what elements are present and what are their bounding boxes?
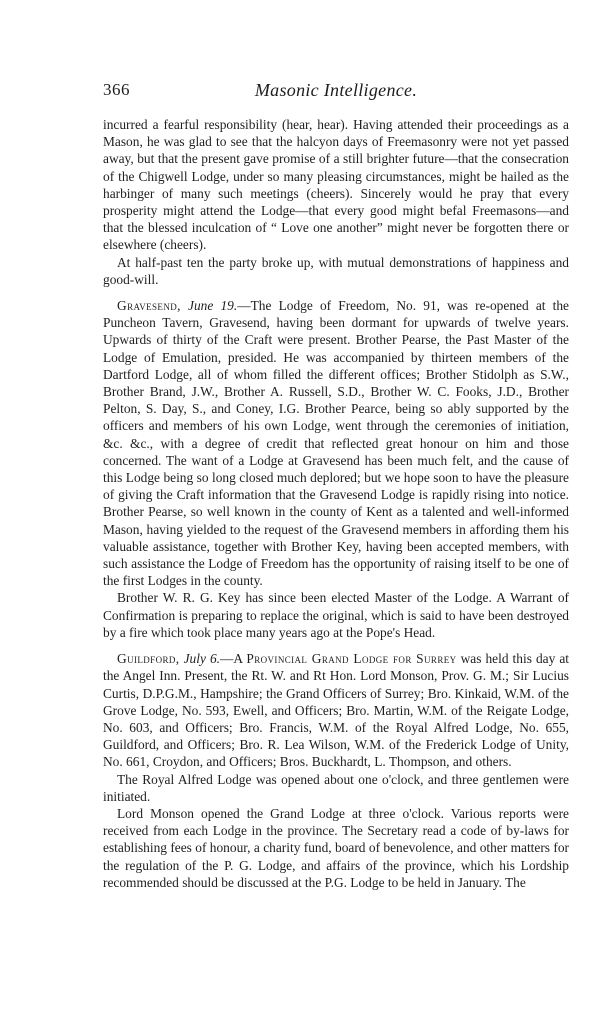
date-heading: June 19. (188, 298, 238, 314)
paragraph-party-broke-up (103, 254, 569, 288)
paragraph-text: was held this day at the Angel Inn. Present, the Rt. W. and Rt Hon. Lord Monson, Prov. G. M.; Sir Lucius Curtis, D.P.G.M., Hampshire; the Grand Officers of Surrey; Bro. Kinkaid, W.M. of the Grove Lodge, No. 593, Ewell, and Officers; Bro. Martin, W.M. of the Reigate Lodge, No. 603, and Officers; Bro. Francis, W.M. of the Royal Alfred Lodge, No. 655, Guildford, and Officers; Bro. R. Lea Wilson, W.M. of the Frederick Lodge of Unity, No. 661, Croydon, and Officers; Bros. Buckhardt, L. Thompson, and others. (103, 651, 570, 770)
paragraph-text: incurred a fearful responsibility (hear, hear). Having attended their proceedings as a Mason, he was glad to see that the halcyon days of Freemasonry were not yet passed away, but that the present gave promise of a still brighter future—that the consecration of the Chigwell Lodge, under so many pleasing circumstances, might be hailed as the harbinger of many such meetings (cheers). Sincerely would he pray that every prosperity might attend the Lodge—that every good might befal Freemasons—and that the blessed inculcation of “ Love one another” might never be forgotten there or elsewhere (cheers). (103, 117, 569, 253)
date-heading: July 6. (183, 651, 220, 667)
book-page (103, 80, 569, 891)
paragraph-chigwell-speech (103, 116, 569, 254)
paragraph-text: The Royal Alfred Lodge was opened about one o'clock, and three gentlemen were initiated. (103, 771, 569, 804)
place-heading: Gravesend, (117, 298, 181, 314)
paragraph-text: At half-past ten the party broke up, with mutual demonstrations of happiness and good-will. (103, 254, 569, 287)
paragraph-gravesend (103, 297, 569, 589)
page-number: 366 (103, 80, 130, 99)
running-title: Masonic Intelligence. (254, 80, 418, 100)
paragraph-text: Brother W. R. G. Key has since been elected Master of the Lodge. A Warrant of Confirmation is preparing to replace the original, which is said to have been destroyed by a fire which took place many years ago at the Pope's Head. (103, 590, 569, 640)
paragraph-royal-alfred (103, 771, 569, 805)
paragraph-key-elected (103, 589, 569, 641)
running-head (103, 80, 569, 106)
paragraph-text: Lord Monson opened the Grand Lodge at three o'clock. Various reports were received from each Lodge in the province. The Secretary read a code of by-laws for establishing fees of honour, a charity fund, board of benevolence, and other matters for the regulation of the P. G. Lodge, and affairs of the province, which his Lordship recommended should be discussed at the P.G. Lodge to be held in January. The (103, 805, 569, 890)
paragraph-guildford (103, 650, 569, 770)
place-heading: Guildford, (117, 651, 180, 667)
paragraph-text: —The Lodge of Freedom, No. 91, was re-opened at the Puncheon Tavern, Gravesend, having been dormant for upwards of twelve years. Upwards of thirty of the Craft were present. Brother Pearse, the Past Master of the Lodge of Emulation, presided. He was accompanied by thirteen members of the Dartford Lodge, all of whom filled the different offices; Brother Stidolph as S.W., Brother Brand, J.W., Brother A. Russell, S.D., Brother W. C. Fooks, J.D., Brother Pelton, S. Day, S., and Coney, I.G. Brother Pearce, being so ably supported by the officers and members of his own Lodge, went through the ceremonies of initiation, &c. &c., with a degree of credit that reflected great honour on him and those concerned. The want of a Lodge at Gravesend has been much felt, and the cause of this Lodge being so long closed much deplored; but we hope soon to have the pleasure of giving the Craft information that the Gravesend Lodge is rapidly rising into notice. Brother Pearse, so well known in the county of Kent as a talented and well-informed Mason, having yielded to the request of the Gravesend members in affording them his valuable assistance, together with Brother Key, having been accepted members, with such assistance the Lodge of Freedom has the opportunity of raising itself to be one of the first Lodges in the county. (103, 298, 569, 589)
section-heading: Provincial Grand Lodge for Surrey (246, 651, 457, 667)
dash-text: —A (220, 651, 247, 667)
paragraph-lord-monson (103, 805, 569, 891)
